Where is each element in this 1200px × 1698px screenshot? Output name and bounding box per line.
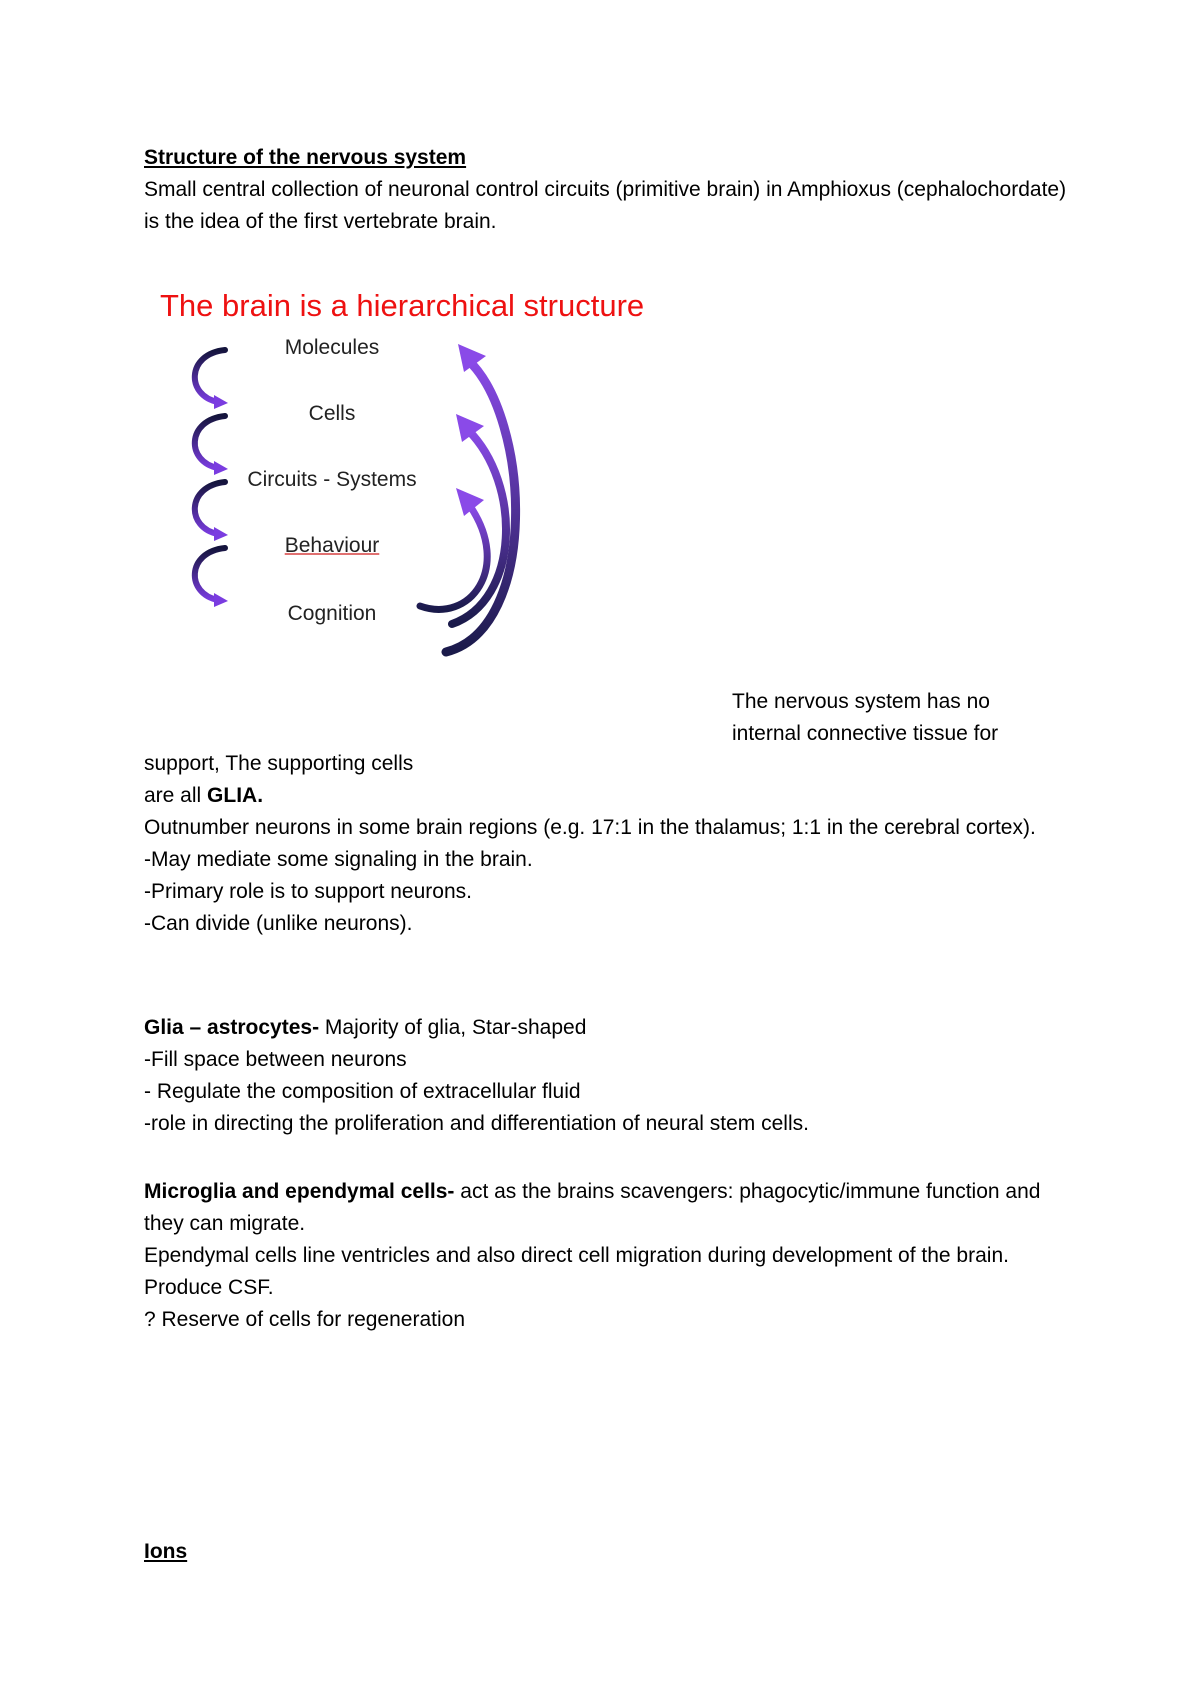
microglia-point: Ependymal cells line ventricles and also direct cell migration during development of the brain.	[144, 1244, 1009, 1267]
glia-point: Outnumber neurons in some brain regions (e.g. 17:1 in the thalamus; 1:1 in the cerebral cortex).	[144, 816, 1036, 839]
microglia-desc: act as the brains scavengers: phagocytic/immune function and they can migrate.	[144, 1180, 1041, 1235]
level-cognition: Cognition	[287, 602, 377, 625]
astrocytes-point: - Regulate the composition of extracellular fluid	[144, 1080, 581, 1103]
ions-heading: Ions	[144, 1540, 188, 1563]
microglia-point: Produce CSF.	[144, 1276, 274, 1299]
glia-term: GLIA.	[207, 784, 264, 807]
level-cells: Cells	[308, 402, 356, 425]
glia-line-1: support, The supporting cells	[144, 752, 414, 775]
glia-point: -May mediate some signaling in the brain.	[144, 848, 533, 871]
astrocytes-point: -Fill space between neurons	[144, 1048, 407, 1071]
level-behaviour-text: Behaviour	[284, 534, 380, 557]
level-circuits-systems: Circuits - Systems	[247, 468, 417, 491]
astrocytes-desc: Majority of glia, Star-shaped	[319, 1016, 587, 1039]
glia-line-2	[144, 780, 1074, 812]
hierarchy-figure	[150, 288, 710, 678]
microglia-term: Microglia and ependymal cells-	[144, 1180, 455, 1203]
microglia-heading-line	[144, 1176, 1074, 1240]
astrocytes-heading-line	[144, 1012, 1074, 1044]
microglia-point: ? Reserve of cells for regeneration	[144, 1308, 465, 1331]
glia-point: -Primary role is to support neurons.	[144, 880, 472, 903]
glia-line-2-prefix: are all	[144, 784, 208, 807]
level-molecules: Molecules	[284, 336, 380, 359]
intro-paragraph: Small central collection of neuronal control circuits (primitive brain) in Amphioxus (cephalochordate) is the idea of the first vertebrate brain.	[144, 178, 1067, 233]
glia-section	[144, 748, 1074, 940]
glia-point: -Can divide (unlike neurons).	[144, 912, 413, 935]
astrocytes-section	[144, 1012, 1074, 1140]
astrocytes-term: Glia – astrocytes-	[144, 1016, 320, 1039]
side-note: The nervous system has no internal connective tissue for	[732, 690, 999, 745]
figure-title: The brain is a hierarchical structure	[160, 288, 645, 323]
level-behaviour	[222, 534, 442, 558]
section-heading: Structure of the nervous system	[144, 146, 467, 169]
microglia-section	[144, 1176, 1074, 1336]
astrocytes-point: -role in directing the proliferation and differentiation of neural stem cells.	[144, 1112, 809, 1135]
